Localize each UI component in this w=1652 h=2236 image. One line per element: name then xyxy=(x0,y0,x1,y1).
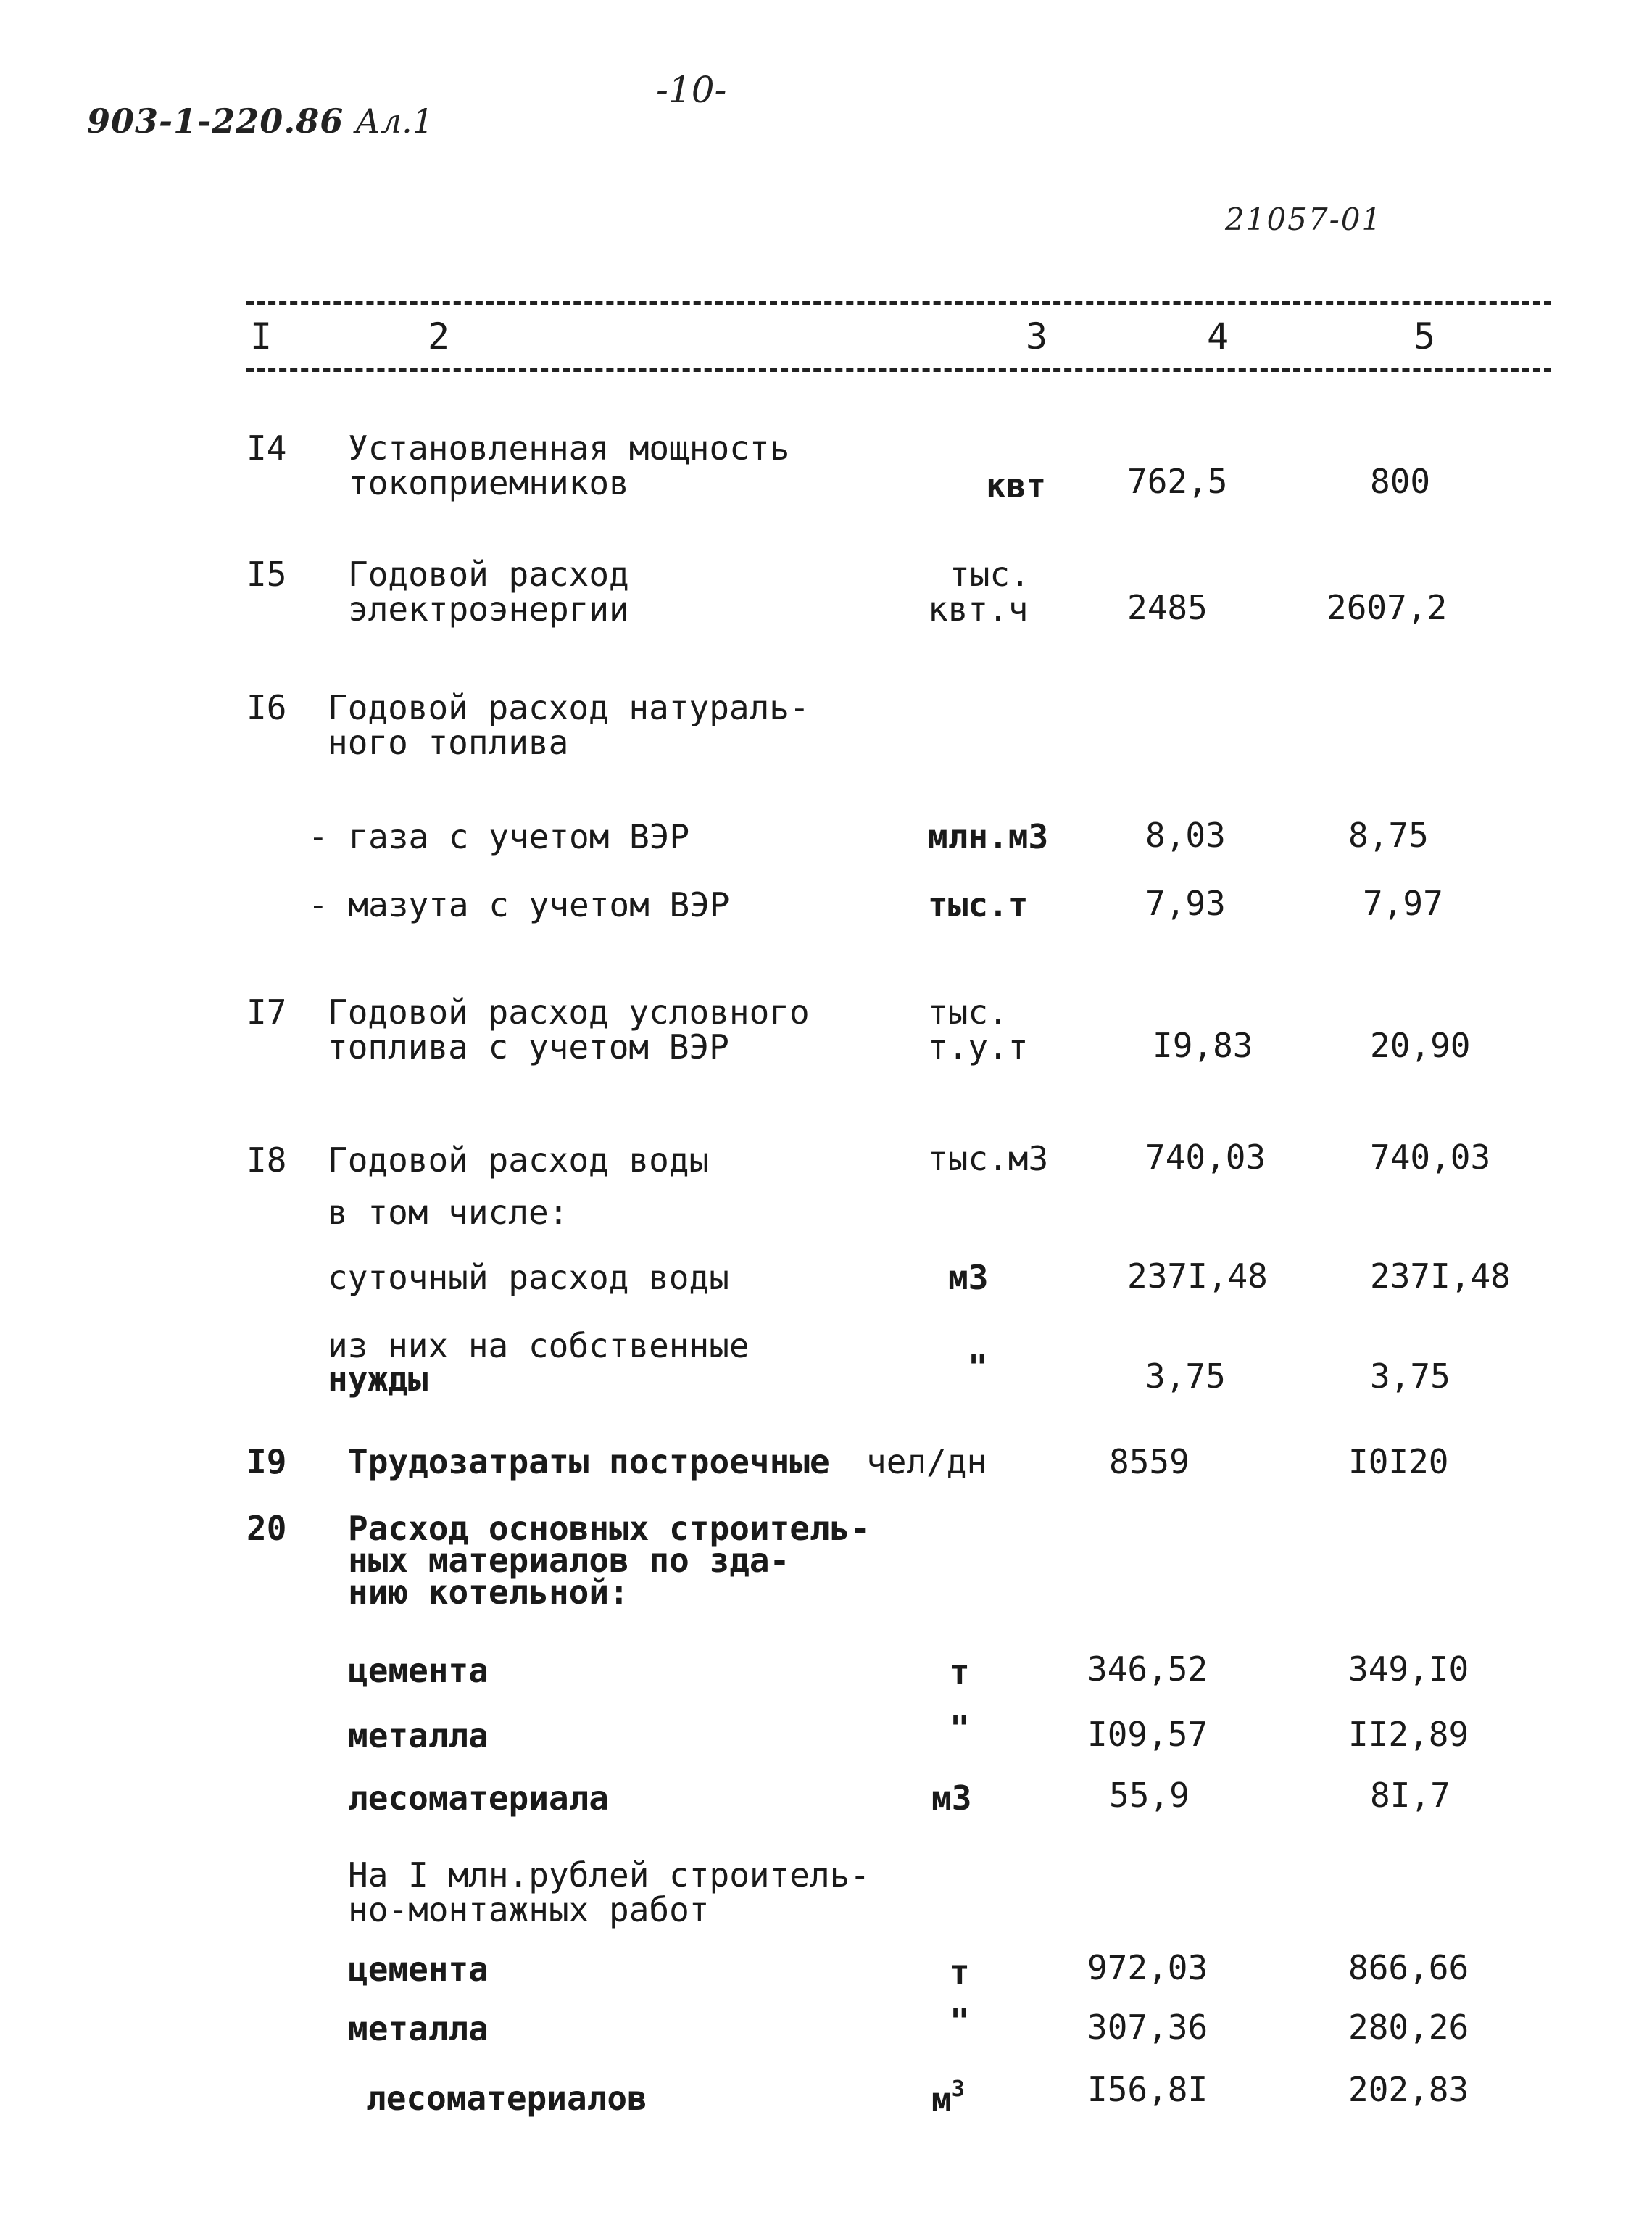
row-value-col4: 7,93 xyxy=(1145,884,1226,923)
row-value-col5: 237I,48 xyxy=(1370,1256,1511,1296)
row-value-col5: 866,66 xyxy=(1348,1948,1469,1987)
row-name-line: нию котельной: xyxy=(348,1573,629,1612)
row-unit: " xyxy=(950,1709,970,1748)
row-name: суточный расход воды xyxy=(328,1258,729,1297)
row-unit: " xyxy=(968,1348,988,1387)
row-value-col4: 55,9 xyxy=(1109,1776,1190,1815)
row-value-col5: 800 xyxy=(1370,462,1431,501)
row-name: - мазута с учетом ВЭР xyxy=(308,885,730,924)
row-value-col4: 2485 xyxy=(1127,588,1208,627)
row-name-line: Расход основных строитель- xyxy=(348,1509,871,1548)
sheet-label: Ал.1 xyxy=(355,102,434,141)
row-name-line: топлива с учетом ВЭР xyxy=(328,1027,729,1067)
row-value-col4: I9,83 xyxy=(1153,1026,1253,1065)
row-unit: м3 xyxy=(931,1779,972,1818)
row-unit: млн.м3 xyxy=(928,817,1049,856)
column-header-3: 3 xyxy=(1026,315,1048,357)
row-name-line: Годовой расход xyxy=(348,555,629,594)
row-unit-line: т.у.т xyxy=(928,1027,1029,1067)
row-value-col5: 202,83 xyxy=(1348,2070,1469,2109)
row-name-line: ного топлива xyxy=(328,723,569,762)
row-unit: т xyxy=(950,1953,970,1992)
unit-superscript: 3 xyxy=(951,2076,965,2102)
row-name-line: На I млн.рублей строитель- xyxy=(348,1855,871,1895)
row-value-col5: 740,03 xyxy=(1370,1138,1491,1177)
row-unit: м3 xyxy=(948,1258,989,1297)
header-rule-bottom xyxy=(246,368,1551,372)
row-name-line: но-монтажных работ xyxy=(348,1890,710,1929)
row-value-col5: II2,89 xyxy=(1348,1715,1469,1754)
unit-base: м xyxy=(931,2080,952,2119)
row-value-col5: 8,75 xyxy=(1348,816,1429,855)
row-name: цемента xyxy=(348,1950,489,1989)
row-name: металла xyxy=(348,2009,489,2048)
row-name: лесоматериала xyxy=(348,1779,610,1818)
row-value-col4: 8559 xyxy=(1109,1442,1190,1481)
row-name-line: токоприемников xyxy=(348,463,629,502)
row-name: - газа с учетом ВЭР xyxy=(308,817,690,856)
row-unit xyxy=(931,2076,965,2119)
row-value-col5: I0I20 xyxy=(1348,1442,1449,1481)
column-header-1: I xyxy=(250,315,273,357)
row-number: 20 xyxy=(246,1509,287,1548)
row-unit-line: квт.ч xyxy=(928,589,1029,629)
row-number: I5 xyxy=(246,555,287,594)
row-name: Трудозатраты построечные xyxy=(348,1442,830,1481)
row-name: металла xyxy=(348,1716,489,1755)
row-name: Годовой расход воды xyxy=(328,1140,710,1180)
row-name-line: ных материалов по зда- xyxy=(348,1541,790,1580)
row-value-col4: 762,5 xyxy=(1127,462,1228,501)
row-value-col4: 972,03 xyxy=(1087,1948,1208,1987)
column-header-2: 2 xyxy=(428,315,450,357)
row-value-col4: 346,52 xyxy=(1087,1649,1208,1689)
row-unit: квт xyxy=(986,466,1047,505)
row-number: I9 xyxy=(246,1442,287,1481)
row-number: I6 xyxy=(246,688,287,727)
row-name-line: Годовой расход условного xyxy=(328,993,810,1032)
document-code: 903-1-220.86 xyxy=(87,102,344,141)
row-value-col4: I56,8I xyxy=(1087,2070,1208,2109)
row-unit-line: тыс. xyxy=(950,555,1030,594)
row-value-col4: I09,57 xyxy=(1087,1715,1208,1754)
row-name: цемента xyxy=(348,1651,489,1690)
reference-number: 21057-01 xyxy=(1225,202,1383,237)
header-rule-top xyxy=(246,301,1551,305)
row-value-col4: 3,75 xyxy=(1145,1357,1226,1396)
row-value-col4: 307,36 xyxy=(1087,2008,1208,2047)
row-unit: тыс.м3 xyxy=(928,1139,1049,1178)
row-name: лесоматериалов xyxy=(366,2079,647,2118)
row-value-col4: 740,03 xyxy=(1145,1138,1266,1177)
row-value-col5: 2607,2 xyxy=(1327,588,1448,627)
page-number: -10- xyxy=(656,69,727,111)
row-value-col5: 280,26 xyxy=(1348,2008,1469,2047)
row-name-line: нужды xyxy=(328,1359,428,1399)
row-number: I8 xyxy=(246,1140,287,1180)
row-name-line: Установленная мощность xyxy=(348,428,790,468)
row-unit: тыс.т xyxy=(928,885,1029,924)
column-header-5: 5 xyxy=(1414,315,1436,357)
row-number: I7 xyxy=(246,993,287,1032)
row-value-col5: 20,90 xyxy=(1370,1026,1471,1065)
row-unit: чел/дн xyxy=(866,1442,987,1481)
row-number: I4 xyxy=(246,428,287,468)
row-value-col5: 3,75 xyxy=(1370,1357,1450,1396)
row-value-col4: 237I,48 xyxy=(1127,1256,1268,1296)
row-value-col5: 8I,7 xyxy=(1370,1776,1450,1815)
row-value-col5: 7,97 xyxy=(1363,884,1443,923)
row-value-col4: 8,03 xyxy=(1145,816,1226,855)
row-name-line: электроэнергии xyxy=(348,589,629,629)
row-unit: т xyxy=(950,1652,970,1692)
row-unit: " xyxy=(950,2002,970,2041)
row-unit-line: тыс. xyxy=(928,993,1008,1032)
row-name-line: Годовой расход натураль- xyxy=(328,688,810,727)
row-name-line: из них на собственные xyxy=(328,1326,750,1365)
column-header-4: 4 xyxy=(1207,315,1229,357)
row-name: в том числе: xyxy=(328,1193,569,1232)
row-value-col5: 349,I0 xyxy=(1348,1649,1469,1689)
